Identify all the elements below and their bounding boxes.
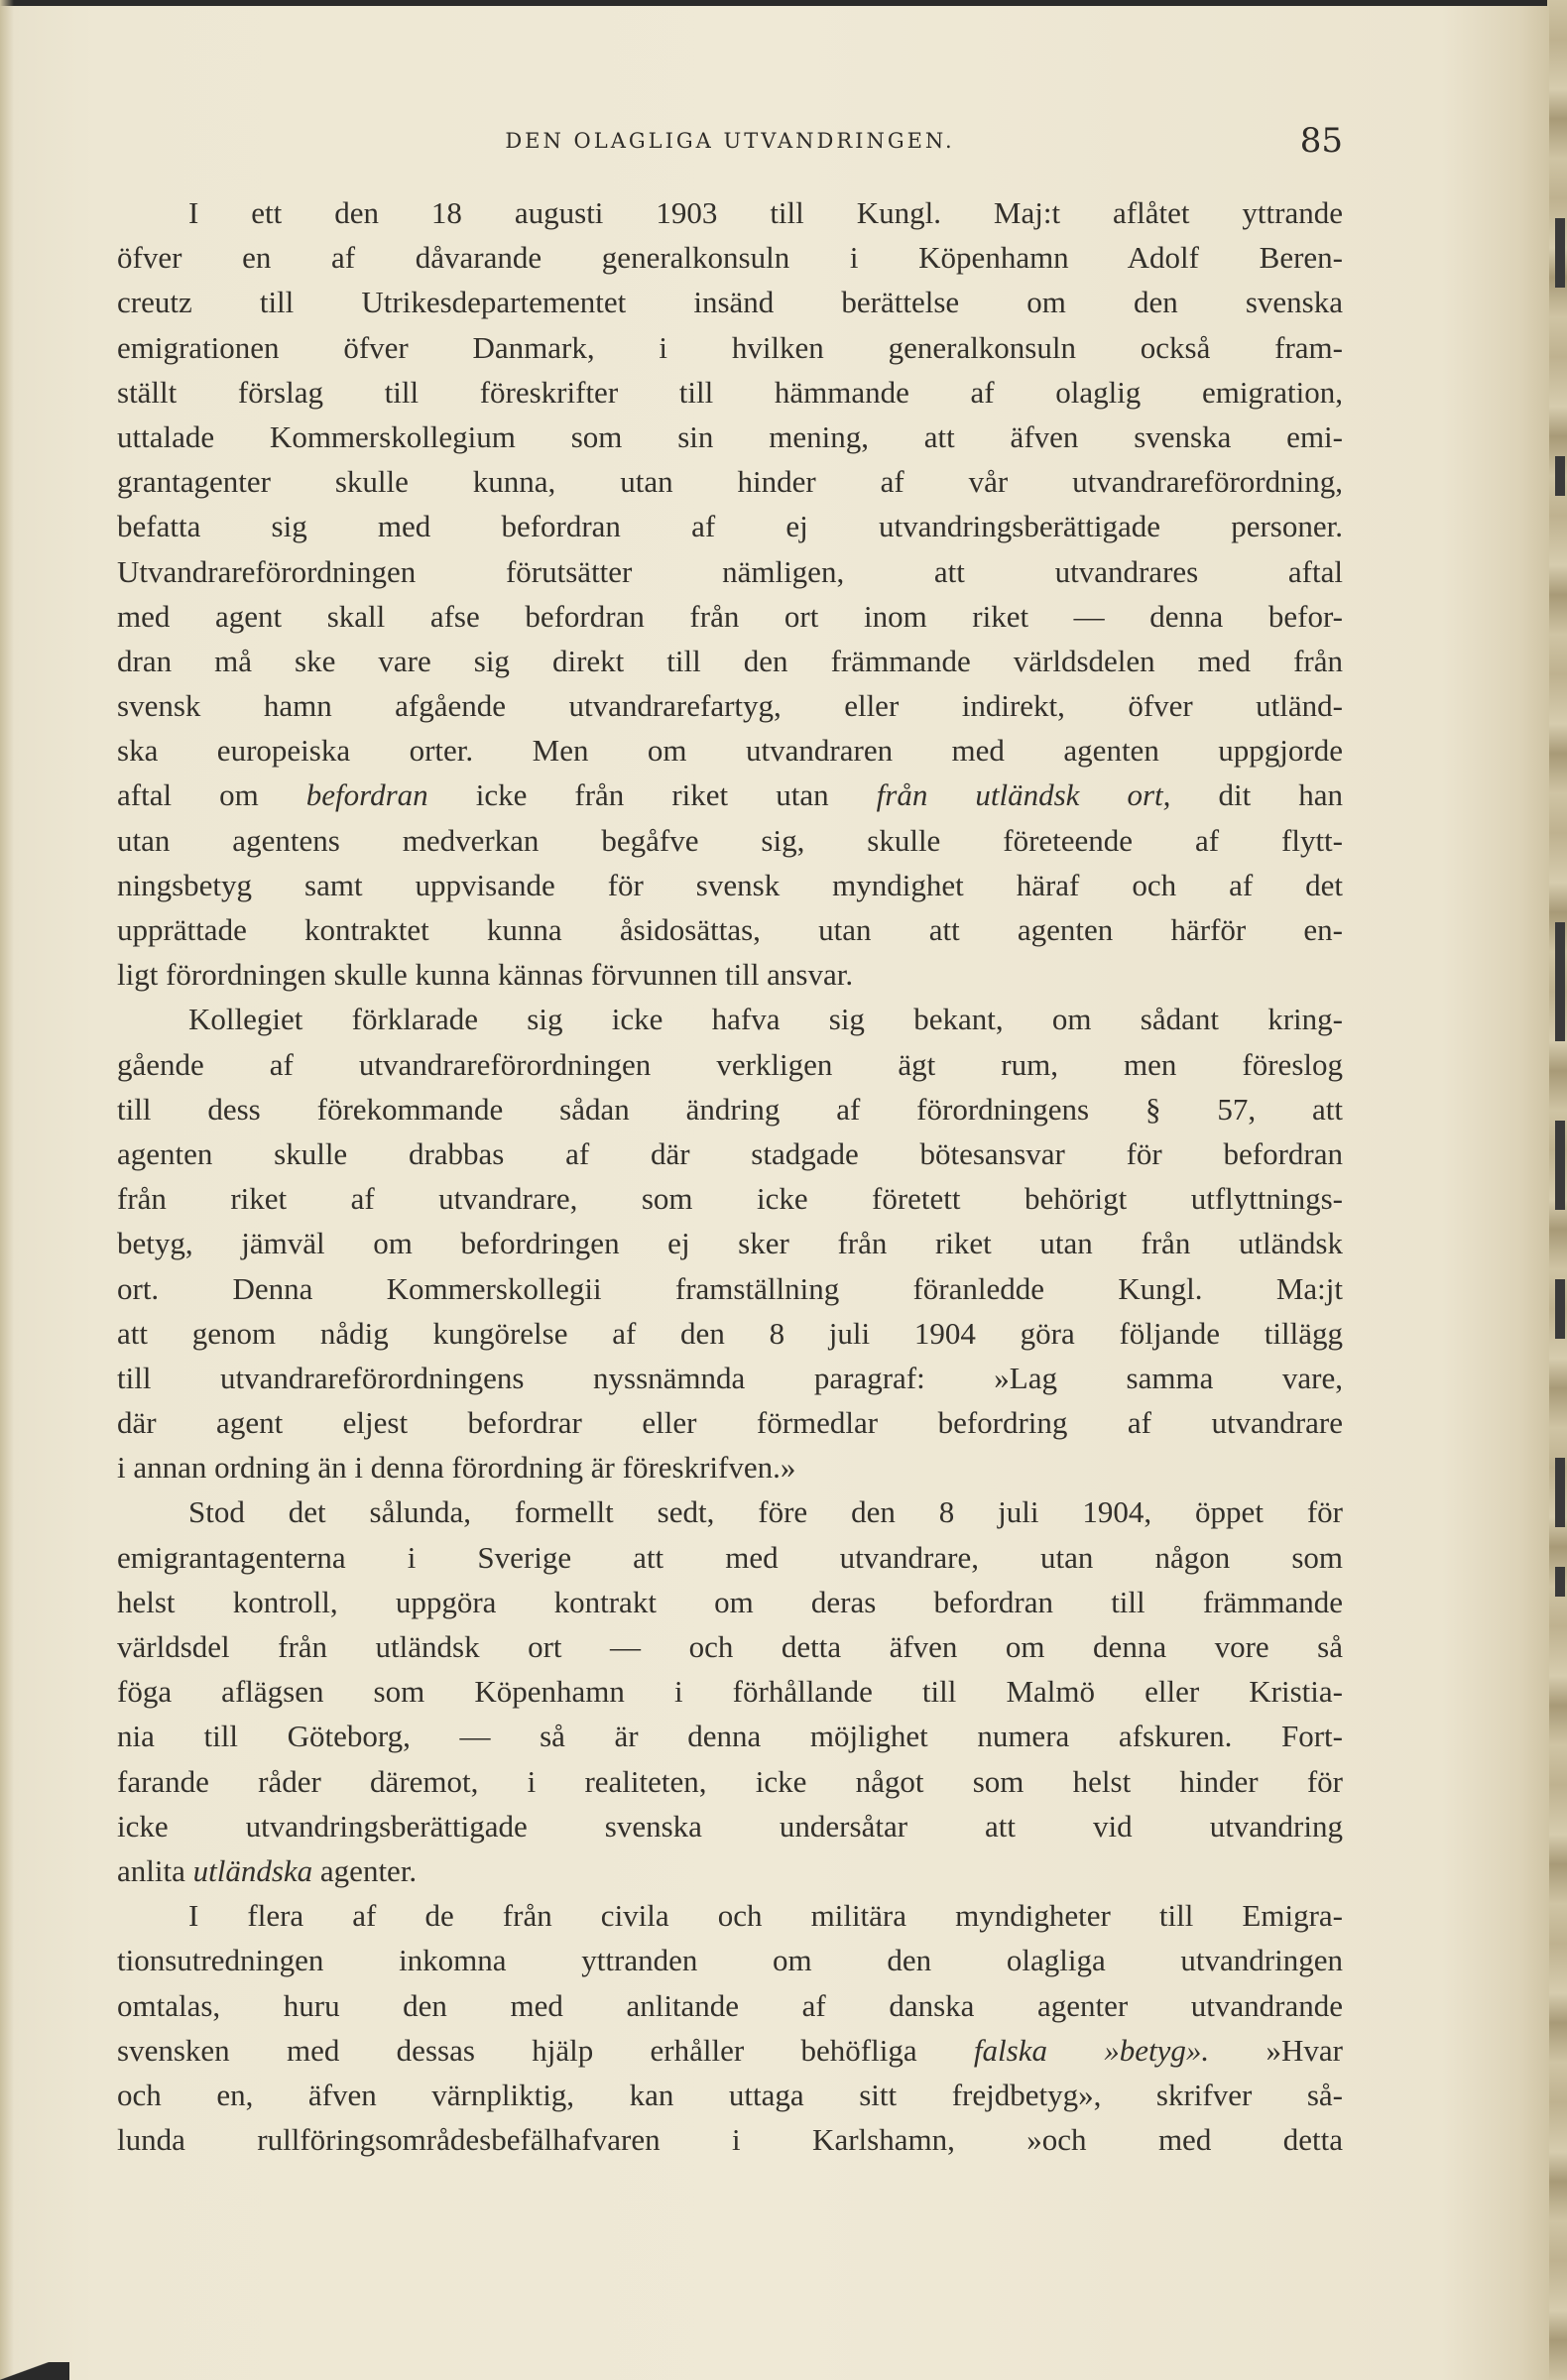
text-line: ort. Denna Kommerskollegii framställning föranledde Kungl. Ma:jt: [117, 1270, 1343, 1306]
text-line: farande råder däremot, i realiteten, icke något som helst hinder för: [117, 1763, 1343, 1799]
text-line: ligt förordningen skulle kunna kännas förvunnen till ansvar.: [117, 957, 854, 993]
text-line: Kollegiet förklarade sig icke hafva sig bekant, om sådant kring-: [188, 1002, 1343, 1037]
text-line: nia till Göteborg, — så är denna möjlighet numera afskuren. Fort-: [117, 1719, 1343, 1754]
text-line: emigrantagenterna i Sverige att med utvandrare, utan någon som: [117, 1539, 1343, 1575]
text-segment: agenter.: [312, 1852, 418, 1888]
text-line: dran må ske vare sig direkt till den främmande världsdelen med från: [117, 643, 1343, 678]
text-line: ningsbetyg samt uppvisande för svensk myndighet häraf och af det: [117, 867, 1343, 902]
text-line: till utvandrareförordningens nyssnämnda paragraf: »Lag samma vare,: [117, 1360, 1343, 1395]
text-segment: »Hvar: [1209, 2032, 1343, 2068]
text-line: tionsutredningen inkomna yttranden om den olagliga utvandringen: [117, 1943, 1343, 1978]
text-line: agenten skulle drabbas af där stadgade bötesansvar för befordran: [117, 1135, 1343, 1171]
text-line: att genom nådig kungörelse af den 8 juli 1904 göra följande tillägg: [117, 1315, 1343, 1351]
text-line: I flera af de från civila och militära myndigheter till Emigra-: [188, 1898, 1343, 1934]
text-line: lunda rullföringsområdesbefälhafvaren i Karlshamn, »och med detta: [117, 2122, 1343, 2158]
edge-mark: [1555, 1567, 1565, 1597]
text-line: upprättade kontraktet kunna åsidosättas, utan att agenten härför en-: [117, 912, 1343, 947]
text-line: [117, 2028, 1343, 2073]
page-corner: [0, 2362, 69, 2380]
text-line: föga aflägsen som Köpenhamn i förhållande till Malmö eller Kristia-: [117, 1674, 1343, 1710]
running-head: [117, 117, 1343, 167]
body-text: [117, 190, 1343, 2162]
text-line: ska europeiska orter. Men om utvandraren med agenten uppgjorde: [117, 733, 1343, 769]
text-line: emigrationen öfver Danmark, i hvilken generalkonsuln också fram-: [117, 329, 1343, 365]
text-line: helst kontroll, uppgöra kontrakt om deras befordran till främmande: [117, 1584, 1343, 1619]
page-edge-strip: [1549, 0, 1567, 2380]
top-edge-rule: [0, 0, 1547, 6]
running-title: DEN OLAGLIGA UTVANDRINGEN.: [505, 129, 955, 153]
text-line: i annan ordning än i denna förordning är föreskrifven.»: [117, 1450, 796, 1486]
text-line: öfver en af dåvarande generalkonsuln i Köpenhamn Adolf Beren-: [117, 240, 1343, 276]
text-line: omtalas, huru den med anlitande af danska agenter utvandrande: [117, 1987, 1343, 2023]
text-line: Stod det sålunda, formellt sedt, före den 8 juli 1904, öppet för: [188, 1494, 1343, 1530]
text-line: och en, äfven värnpliktig, kan uttaga sitt frejdbetyg», skrifver så-: [117, 2077, 1343, 2112]
text-line: med agent skall afse befordran från ort inom riket — denna befor-: [117, 598, 1343, 634]
text-line: creutz till Utrikesdepartementet insänd berättelse om den svenska: [117, 285, 1343, 320]
binding-shadow: [0, 0, 14, 2380]
italic-emphasis: befordran: [305, 777, 428, 813]
italic-emphasis: utländska: [192, 1852, 313, 1888]
page-number: 85: [1299, 121, 1343, 161]
edge-mark: [1555, 1121, 1565, 1210]
text-line: gående af utvandrareförordningen verkligen ägt rum, men föreslog: [117, 1046, 1343, 1082]
text-line: betyg, jämväl om befordringen ej sker från riket utan från utländsk: [117, 1226, 1343, 1261]
edge-mark: [1555, 922, 1565, 1041]
text-line: grantagenter skulle kunna, utan hinder af vår utvandrareförordning,: [117, 464, 1343, 500]
text-line: [117, 1848, 1343, 1893]
edge-mark: [1555, 456, 1565, 496]
text-line: till dess förekommande sådan ändring af förordningens § 57, att: [117, 1091, 1343, 1127]
text-line: icke utvandringsberättigade svenska undersåtar att vid utvandring: [117, 1808, 1343, 1844]
text-line: ställt förslag till föreskrifter till hämmande af olaglig emigration,: [117, 374, 1343, 410]
text-line: Utvandrareförordningen förutsätter nämligen, att utvandrares aftal: [117, 553, 1343, 589]
edge-mark: [1555, 1458, 1565, 1527]
text-line: världsdel från utländsk ort — och detta äfven om denna vore så: [117, 1629, 1343, 1664]
edge-mark: [1555, 1279, 1565, 1339]
text-segment: anlita: [117, 1852, 193, 1888]
text-line: befatta sig med befordran af ej utvandringsberättigade personer.: [117, 509, 1343, 544]
text-segment: dit han: [1170, 777, 1343, 813]
text-line: uttalade Kommerskollegium som sin mening, att äfven svenska emi-: [117, 418, 1343, 454]
text-line: svensk hamn afgående utvandrarefartyg, eller indirekt, öfver utländ-: [117, 688, 1343, 724]
text-line: [117, 773, 1343, 817]
text-segment: aftal om: [117, 777, 306, 813]
italic-emphasis: från utländsk ort,: [876, 777, 1171, 813]
italic-emphasis: falska »betyg».: [973, 2032, 1210, 2068]
text-line: där agent eljest befordrar eller förmedlar befordring af utvandrare: [117, 1405, 1343, 1441]
text-segment: svensken med dessas hjälp erhåller behöfliga: [117, 2032, 974, 2068]
text-line: från riket af utvandrare, som icke företett behörigt utflyttnings-: [117, 1181, 1343, 1217]
edge-mark: [1555, 218, 1565, 288]
text-segment: icke från riket utan: [427, 777, 877, 813]
text-line: utan agentens medverkan begåfve sig, skulle företeende af flytt-: [117, 822, 1343, 858]
text-line: I ett den 18 augusti 1903 till Kungl. Maj:t aflåtet yttrande: [188, 195, 1343, 230]
